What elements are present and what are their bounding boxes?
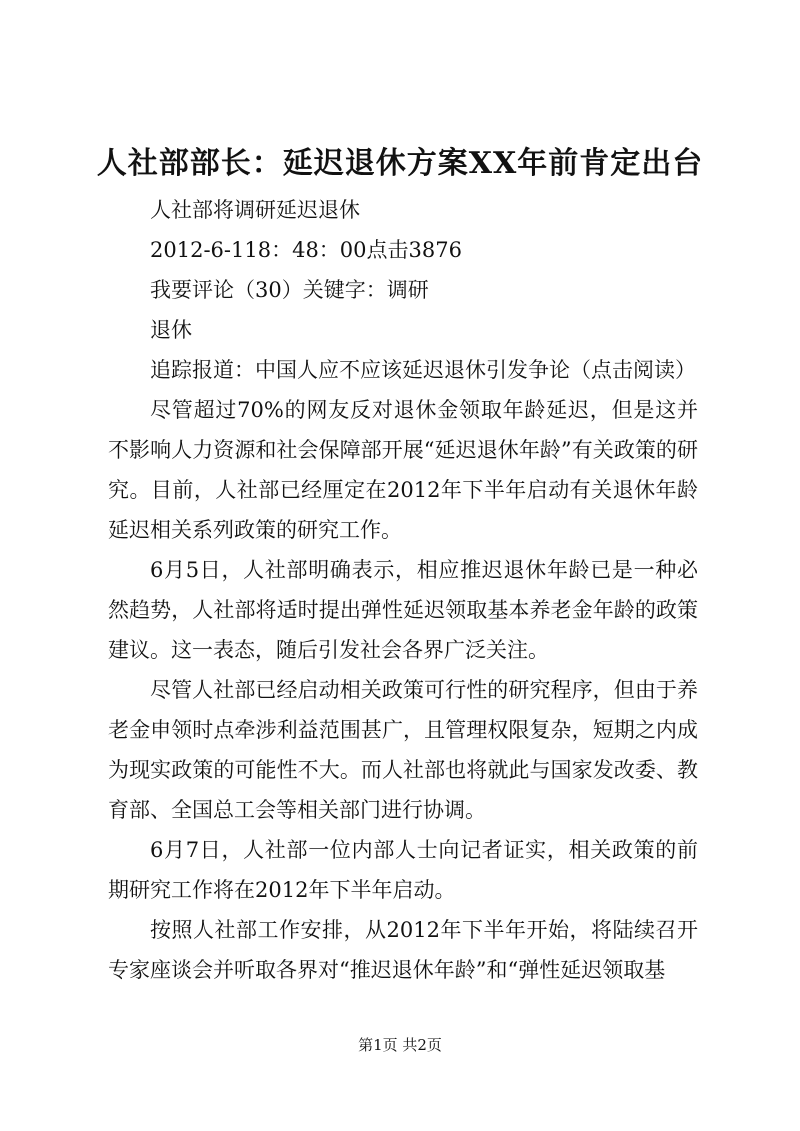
document-title: 人社部部长：延迟退休方案XX年前肯定出台 <box>96 146 704 181</box>
meta-line-tracking: 追踪报道：中国人应不应该延迟退休引发争论（点击阅读） <box>150 358 696 382</box>
paragraph: 按照人社部工作安排，从2012年下半年开始，将陆续召开专家座谈会并听取各界对“推迟退休年龄”和“弹性延迟领取基 <box>108 918 698 982</box>
paragraph: 6月5日，人社部明确表示，相应推迟退休年龄已是一种必然趋势，人社部将适时提出弹性延迟领取基本养老金年龄的政策建议。这一表态，随后引发社会各界广泛关注。 <box>108 558 698 662</box>
page-number-label: 第1页 共2页 <box>358 1036 442 1054</box>
paragraph: 6月7日，人社部一位内部人士向记者证实，相关政策的前期研究工作将在2012年下半年启动。 <box>108 838 698 902</box>
page-footer <box>0 1034 800 1056</box>
paragraph: 尽管超过70%的网友反对退休金领取年龄延迟，但是这并不影响人力资源和社会保障部开展“延迟退休年龄”有关政策的研究。目前，人社部已经厘定在2012年下半年启动有关退休年龄延迟相关系列政策的研究工作。 <box>108 398 698 542</box>
paragraph: 尽管人社部已经启动相关政策可行性的研究程序，但由于养老金申领时点牵涉利益范围甚广，且管理权限复杂，短期之内成为现实政策的可能性不大。而人社部也将就此与国家发改委、教育部、全国总工会等相关部门进行协调。 <box>108 678 698 822</box>
meta-line-datetime: 2012-6-118：48：00点击3876 <box>150 238 462 262</box>
meta-line-comments: 我要评论（30）关键字：调研 <box>150 278 429 302</box>
meta-line-subtitle: 人社部将调研延迟退休 <box>150 198 360 222</box>
document-body <box>108 190 698 990</box>
meta-line-keyword: 退休 <box>150 318 192 342</box>
